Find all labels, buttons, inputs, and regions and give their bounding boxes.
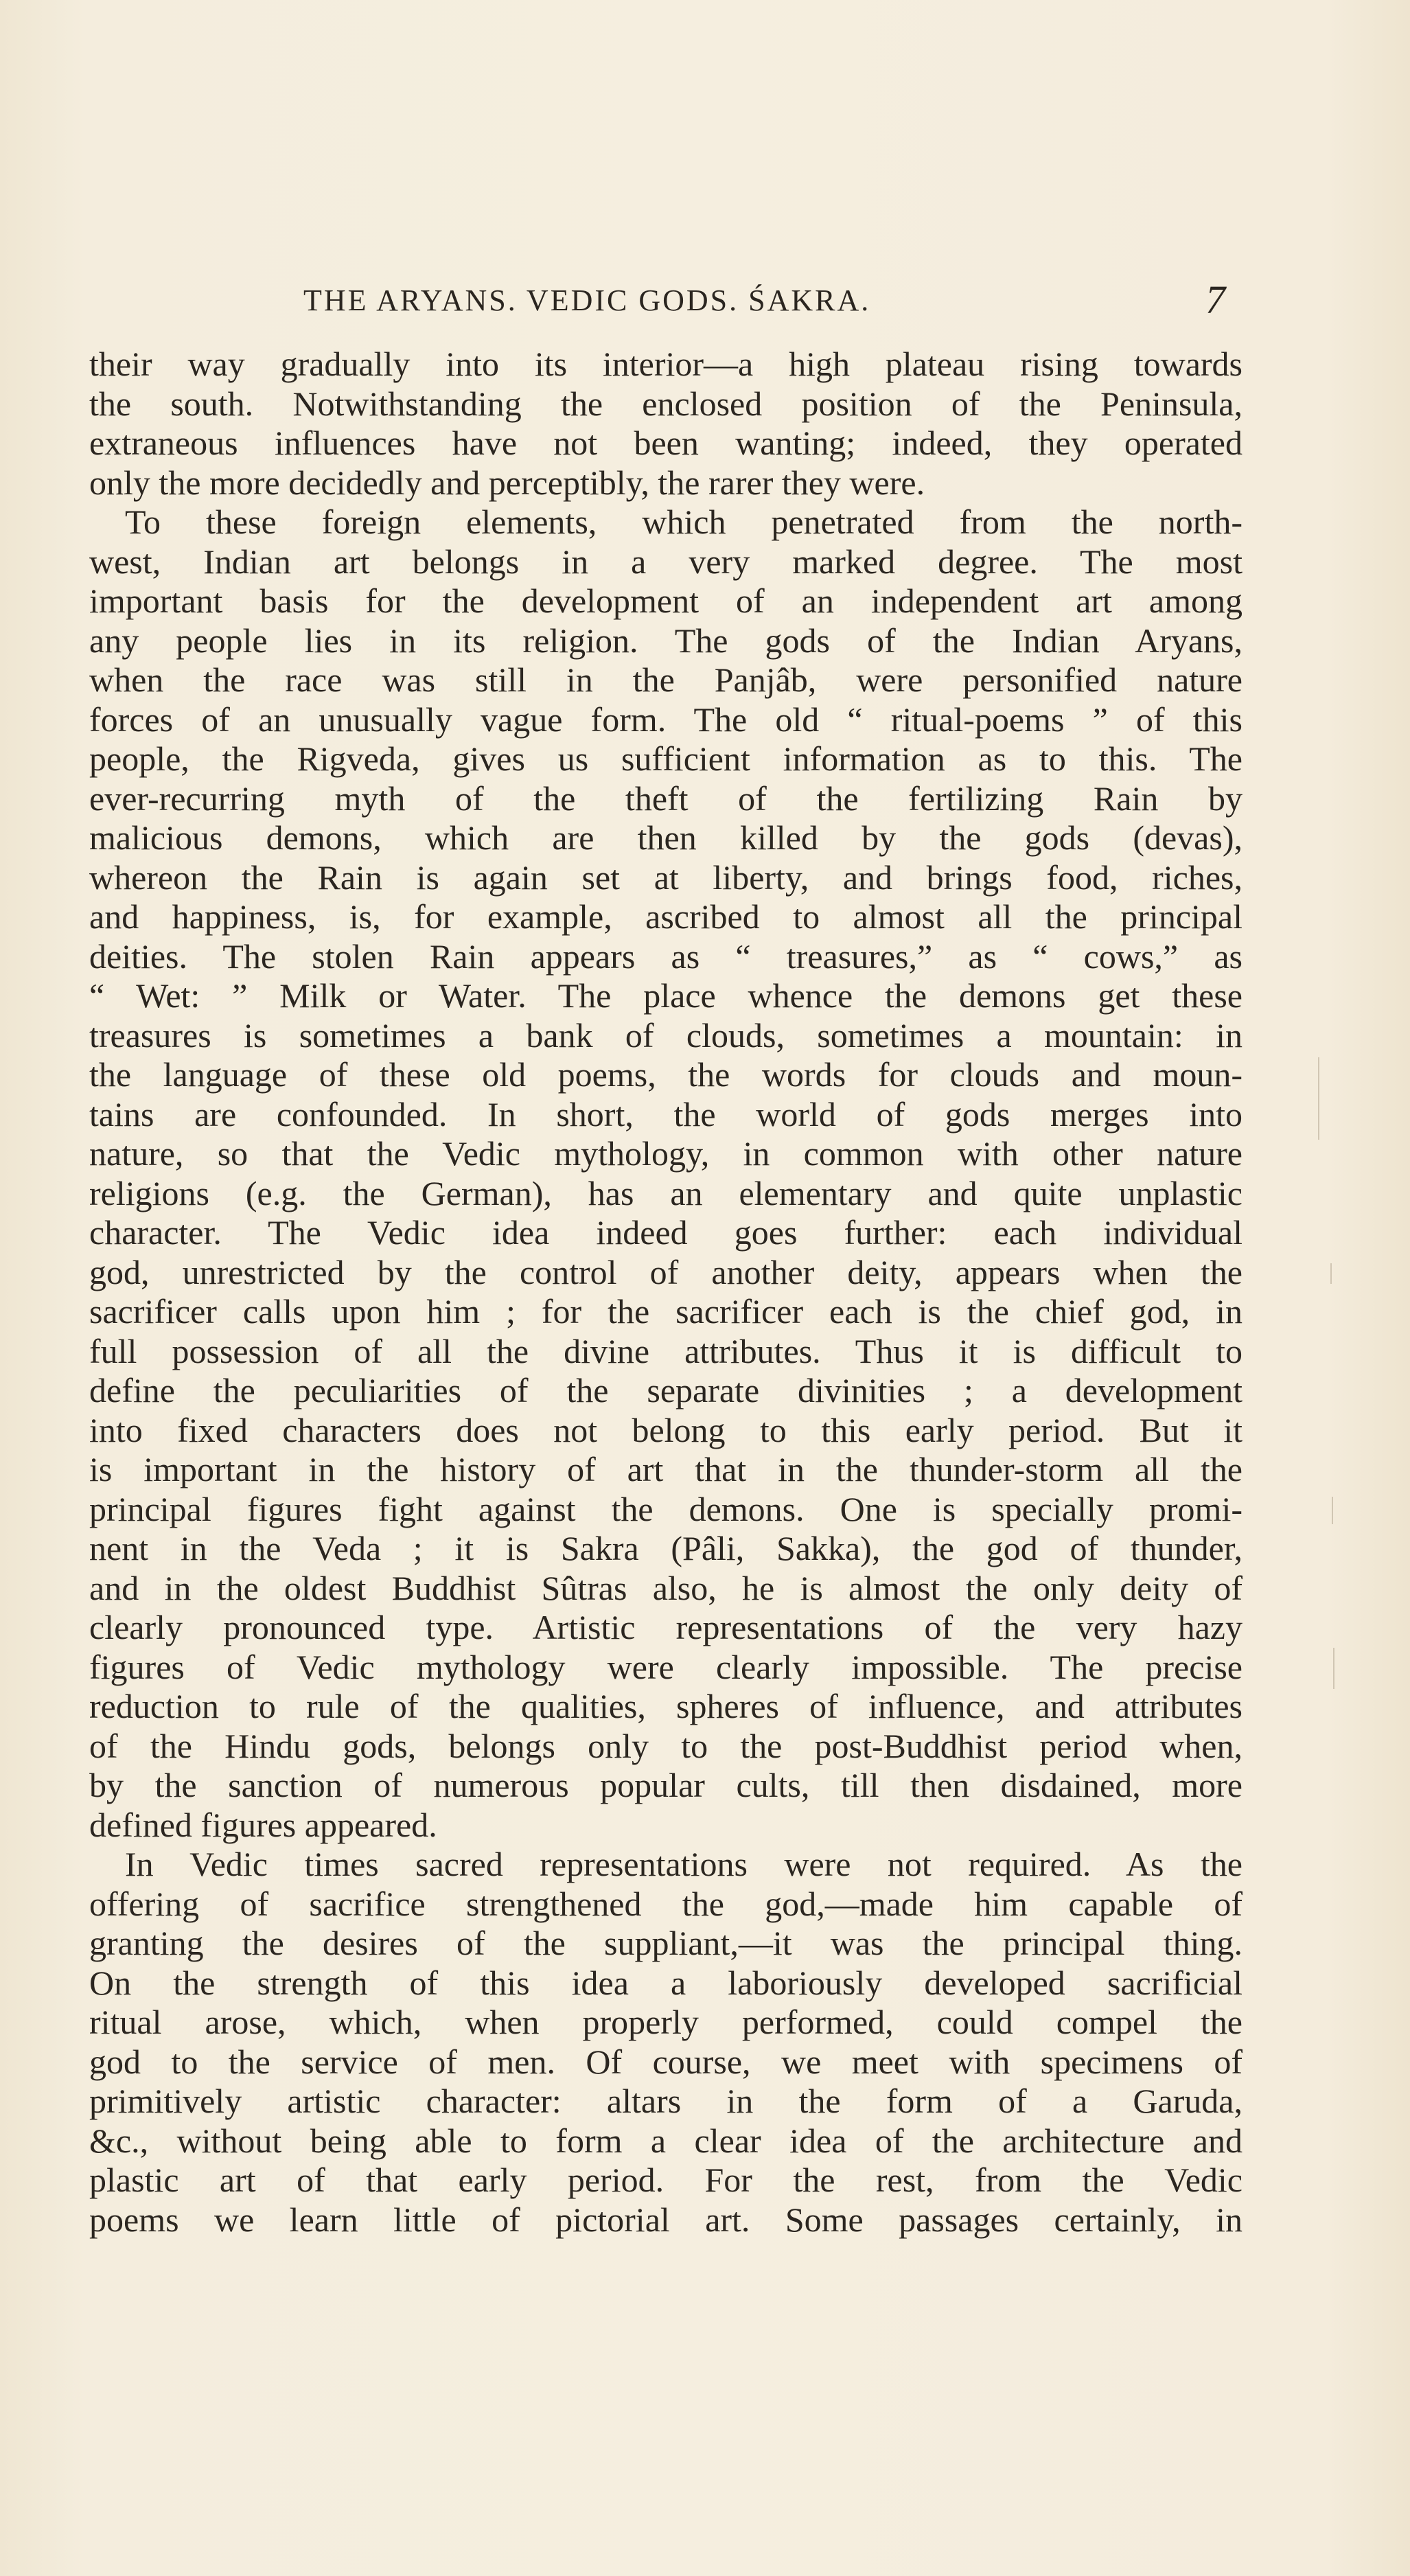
text-line: people, the Rigveda, gives us sufficient information as to this. The xyxy=(89,739,1243,778)
text-line: ritual arose, which, when properly performed, could compel the xyxy=(89,2003,1243,2041)
text-line: tains are confounded. In short, the world of gods merges into xyxy=(89,1094,1243,1134)
text-line: the language of these old poems, the words for clouds and moun- xyxy=(89,1055,1243,1094)
running-head-title: THE ARYANS. VEDIC GODS. ŚAKRA. xyxy=(303,284,871,317)
text-line: into fixed characters does not belong to this early period. But it xyxy=(89,1410,1243,1449)
text-line: malicious demons, which are then killed by the gods (devas), xyxy=(89,818,1243,857)
text-line: ever-recurring myth of the theft of the fertilizing Rain by xyxy=(89,779,1243,818)
text-line: whereon the Rain is again set at liberty, and brings food, riches, xyxy=(89,858,1243,897)
text-line: treasures is sometimes a bank of clouds, sometimes a mountain: in xyxy=(89,1015,1243,1055)
text-line: only the more decidedly and perceptibly, the rarer they were. xyxy=(89,463,925,502)
paragraph-2 xyxy=(89,503,1243,1845)
text-line: any people lies in its religion. The gods of the Indian Aryans, xyxy=(89,621,1243,660)
text-line: full possession of all the divine attributes. Thus it is difficult to xyxy=(89,1331,1243,1370)
text-line: To these foreign elements, which penetrated from the north- xyxy=(125,503,1243,541)
text-line: figures of Vedic mythology were clearly impossible. The precise xyxy=(89,1647,1243,1686)
text-line: primitively artistic character: altars in the form of a Garuda, xyxy=(89,2082,1243,2120)
text-line: religions (e.g. the German), has an elementary and quite unplastic xyxy=(89,1173,1243,1212)
text-line: extraneous influences have not been wanting; indeed, they operated xyxy=(89,424,1243,462)
margin-smudge xyxy=(1330,1263,1332,1284)
margin-smudge xyxy=(1333,1648,1334,1689)
text-line: west, Indian art belongs in a very marked degree. The most xyxy=(89,542,1243,581)
text-line: the south. Notwithstanding the enclosed position of the Peninsula, xyxy=(89,384,1243,423)
text-line: clearly pronounced type. Artistic representations of the very hazy xyxy=(89,1608,1243,1646)
text-line: define the peculiarities of the separate divinities ; a development xyxy=(89,1371,1243,1410)
text-line: reduction to rule of the qualities, spheres of influence, and attributes xyxy=(89,1687,1243,1725)
text-line: granting the desires of the suppliant,—it was the principal thing. xyxy=(89,1924,1243,1962)
text-line: and happiness, is, for example, ascribed to almost all the principal xyxy=(89,897,1243,936)
text-line: nent in the Veda ; it is Sakra (Pâli, Sakka), the god of thunder, xyxy=(89,1529,1243,1567)
text-line: offering of sacrifice strengthened the god,—made him capable of xyxy=(89,1884,1243,1923)
paragraph-3 xyxy=(89,1845,1243,2240)
margin-smudge xyxy=(1318,1057,1319,1140)
paragraph-1 xyxy=(89,345,1243,503)
text-line: poems we learn little of pictorial art. Some passages certainly, in xyxy=(89,2200,1243,2239)
text-line: deities. The stolen Rain appears as “ treasures,” as “ cows,” as xyxy=(89,936,1243,976)
text-line: &c., without being able to form a clear idea of the architecture and xyxy=(89,2121,1243,2160)
text-line: god, unrestricted by the control of another deity, appears when the xyxy=(89,1252,1243,1291)
text-line: when the race was still in the Panjâb, were personified nature xyxy=(89,660,1243,699)
text-line: plastic art of that early period. For the rest, from the Vedic xyxy=(89,2161,1243,2199)
text-line: In Vedic times sacred representations were not required. As the xyxy=(125,1845,1243,1883)
margin-smudge xyxy=(1332,1497,1333,1524)
text-line: On the strength of this idea a laboriously developed sacrificial xyxy=(89,1963,1243,2002)
text-line: nature, so that the Vedic mythology, in common with other nature xyxy=(89,1134,1243,1173)
text-line: forces of an unusually vague form. The old “ ritual-poems ” of this xyxy=(89,700,1243,739)
text-line: is important in the history of art that in the thunder-storm all the xyxy=(89,1450,1243,1488)
text-line: “ Wet: ” Milk or Water. The place whence the demons get these xyxy=(89,976,1243,1015)
running-head xyxy=(89,279,1243,327)
text-line: defined figures appeared. xyxy=(89,1805,437,1844)
text-line: and in the oldest Buddhist Sûtras also, he is almost the only deity of xyxy=(89,1568,1243,1607)
page-number: 7 xyxy=(1205,277,1225,322)
text-line: sacrificer calls upon him ; for the sacrificer each is the chief god, in xyxy=(89,1292,1243,1331)
body-text xyxy=(89,345,1243,2240)
text-line: important basis for the development of an independent art among xyxy=(89,582,1243,620)
text-line: by the sanction of numerous popular cults, till then disdained, more xyxy=(89,1766,1243,1804)
text-line: god to the service of men. Of course, we meet with specimens of xyxy=(89,2042,1243,2081)
text-line: character. The Vedic idea indeed goes further: each individual xyxy=(89,1213,1243,1252)
text-line: principal figures fight against the demons. One is specially promi- xyxy=(89,1489,1243,1528)
text-line: their way gradually into its interior—a high plateau rising towards xyxy=(89,345,1243,383)
text-line: of the Hindu gods, belongs only to the post-Buddhist period when, xyxy=(89,1726,1243,1765)
